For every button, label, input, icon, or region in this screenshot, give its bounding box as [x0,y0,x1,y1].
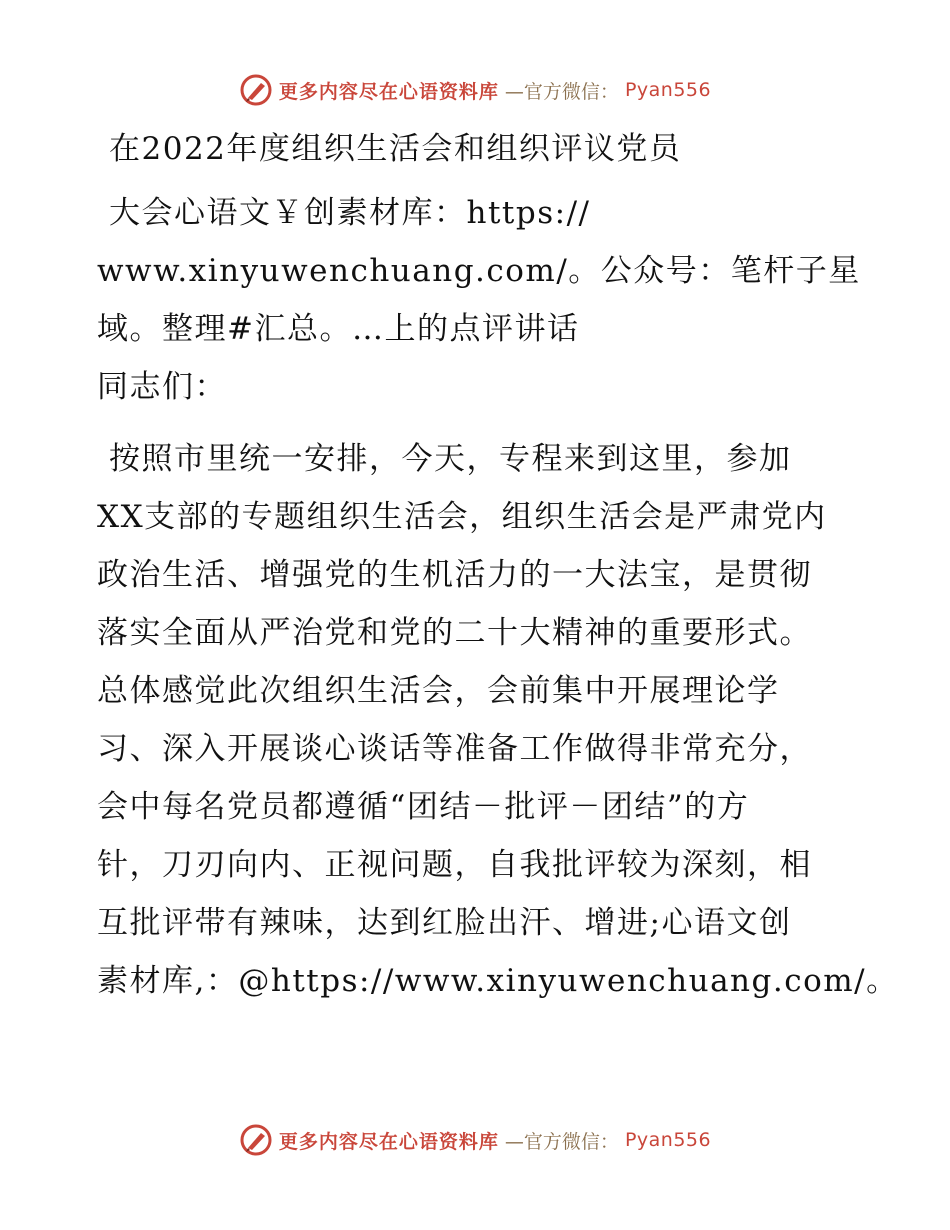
document-title [97,120,867,358]
title-line: 域。整理#汇总。…上的点评讲话 [97,311,580,347]
body-line: 习、深入开展谈心谈话等准备工作做得非常充分， [97,731,812,767]
body-line: 会中每名党员都遵循“团结－批评－团结”的方 [97,789,750,825]
watermark-account: Pyan556 [624,1129,712,1151]
body-line: 总体感觉此次组织生活会，会前集中开展理论学 [97,673,780,709]
body-paragraph [97,430,899,1010]
document-body [97,120,899,1010]
title-line: www.xinyuwenchuang.com/。公众号：笔杆子星 [97,253,861,289]
footer-watermark [0,1120,950,1160]
watermark-brand: 更多内容尽在心语资料库 [278,80,499,103]
quill-pen-logo-icon [239,73,273,107]
body-line: 政治生活、增强党的生机活力的一大法宝，是贯彻 [97,557,812,593]
body-line: 按照市里统一安排，今天，专程来到这里，参加 [109,441,792,477]
body-line: XX支部的专题组织生活会，组织生活会是严肃党内 [97,499,827,535]
watermark-brand: 更多内容尽在心语资料库 [278,1130,499,1153]
salutation: 同志们： [97,369,227,405]
quill-pen-logo-icon [239,1123,273,1157]
title-line: 在2022年度组织生活会和组织评议党员 [109,131,682,167]
body-line: 落实全面从严治党和党的二十大精神的重要形式。 [97,615,812,651]
body-line: 素材库,：@https://www.xinyuwenchuang.com/。 [97,963,899,999]
watermark-separator: —官方微信： [504,1130,619,1153]
header-watermark [0,70,950,110]
title-line: 大会心语文￥创素材库：https:// [109,195,591,231]
body-line: 针，刀刃向内、正视问题，自我批评较为深刻，相 [97,847,812,883]
watermark-account: Pyan556 [624,79,712,101]
watermark-separator: —官方微信： [504,80,619,103]
body-line: 互批评带有辣味，达到红脸出汗、增进;心语文创 [97,905,792,941]
